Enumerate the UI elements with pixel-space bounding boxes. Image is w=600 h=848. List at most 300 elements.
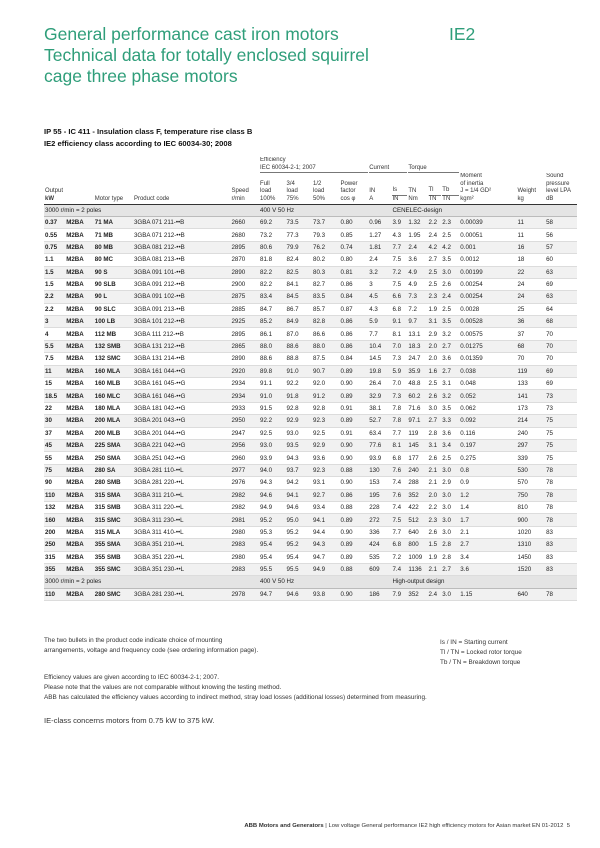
table-cell: 110 [44,489,65,501]
table-cell: 93.4 [312,501,340,513]
table-cell: 7.5 [44,353,65,365]
table-cell: 2950 [230,415,259,427]
table-cell: M2BA [65,501,94,513]
table-cell: 2.2 [428,501,442,513]
table-cell: 3 [368,278,391,290]
table-row [44,316,577,328]
table-cell: 22 [516,266,545,278]
table-cell: 530 [516,464,545,476]
table-cell: 10.4 [368,340,391,352]
table-cell: M2BA [65,452,94,464]
table-cell: 280 SA [94,464,133,476]
table-cell: 0.88 [340,563,369,575]
table-cell: 2.9 [428,328,442,340]
table-cell: M2BA [65,316,94,328]
table-cell: 83.4 [259,291,285,303]
table-row [44,291,577,303]
table-row [44,328,577,340]
table-row [44,229,577,241]
table-row [44,402,577,414]
table-cell: 48.8 [407,378,427,390]
table-cell: 3GBA 111 212-••B [133,328,230,340]
table-cell: 0.84 [340,291,369,303]
table-cell: 2.7 [441,563,459,575]
table-cell: 512 [407,514,427,526]
table-cell: 6.8 [391,539,407,551]
table-cell: 79.9 [286,241,312,253]
table-cell: 250 [44,539,65,551]
table-cell: 90 SLC [94,303,133,315]
table-cell: 26.4 [368,378,391,390]
table-cell: 92.8 [286,402,312,414]
table-cell: 86.1 [259,328,285,340]
table-cell: 0.91 [340,402,369,414]
table-cell: 280 SMC [94,588,133,600]
title-line-2: Technical data for totally enclosed squirrel [44,45,369,65]
table-cell: 89.8 [259,365,285,377]
table-cell: 3GBA 201 043-••G [133,415,230,427]
table-cell: 18 [516,254,545,266]
table-cell: 0.86 [340,489,369,501]
table-cell: 2977 [230,464,259,476]
table-cell: 2.1 [428,464,442,476]
table-cell: 93.7 [286,464,312,476]
table-cell: 87.5 [312,353,340,365]
table-row [44,514,577,526]
table-cell: 7.2 [391,551,407,563]
table-cell: 88.6 [259,353,285,365]
table-row [44,439,577,451]
table-cell: 1.5 [44,278,65,290]
table-cell: 3GBA 181 042-••G [133,402,230,414]
table-cell: 3.6 [407,254,427,266]
table-cell: 2895 [230,241,259,253]
table-cell: 0.86 [340,328,369,340]
table-cell: 0.86 [340,340,369,352]
table-cell: 3GBA 311 230-••L [133,514,230,526]
table-cell: 86.6 [312,328,340,340]
table-cell: 90 [44,477,65,489]
table-cell: 2982 [230,489,259,501]
table-cell: 2956 [230,439,259,451]
table-cell: 80 MB [94,241,133,253]
ie-class-label: IE2 [449,24,476,44]
table-cell: 1.6 [428,365,442,377]
table-cell: 7.4 [391,563,407,575]
product-code-note: The two bullets in the product code indicate choice of mounting arrangements, voltage and frequency code (see ordering information page). [44,637,259,654]
table-cell: 3.4 [441,439,459,451]
table-cell: 0.062 [459,402,516,414]
table-row [44,378,577,390]
table-cell: 75 [545,452,577,464]
table-cell: 3.0 [441,489,459,501]
table-cell: 141 [516,390,545,402]
table-cell: 84.7 [259,303,285,315]
table-row [44,551,577,563]
table-cell: 2.4 [428,229,442,241]
table-cell: 3.6 [441,427,459,439]
table-cell: 95.2 [286,526,312,538]
table-cell: 3GBA 311 210-••L [133,489,230,501]
table-cell: 2.1 [428,563,442,575]
table-cell: M2BA [65,415,94,427]
table-cell: 1520 [516,563,545,575]
table-cell: 110 [44,588,65,600]
table-cell: 0.89 [340,365,369,377]
table-cell: 58 [545,216,577,228]
table-cell: M2BA [65,278,94,290]
abbreviation-legend: Is / IN = Starting current Tl / TN = Locked rotor torque Tb / TN = Breakdown torque [440,639,522,666]
table-cell: 3GBA 081 212-••B [133,241,230,253]
table-cell: 0.00051 [459,229,516,241]
table-cell: 56 [545,229,577,241]
section-header-cenelec: 3000 r/min = 2 poles 400 V 50 Hz CENELEC-design [44,204,577,216]
table-cell: 68 [516,340,545,352]
full-load-header: Full load 100% [259,173,285,204]
table-cell: 3GBA 281 110-••L [133,464,230,476]
table-cell: 88.6 [286,340,312,352]
table-cell: 3.0 [441,514,459,526]
table-cell: 2890 [230,266,259,278]
table-cell: 160 [44,514,65,526]
table-cell: 0.89 [340,390,369,402]
table-cell: 1450 [516,551,545,563]
table-cell: 355 SMC [94,563,133,575]
table-cell: M2BA [65,539,94,551]
table-cell: 94.7 [312,551,340,563]
table-row [44,216,577,228]
table-cell: 84.9 [286,316,312,328]
table-cell: M2BA [65,526,94,538]
table-cell: 76.2 [312,241,340,253]
table-cell: 3.2 [368,266,391,278]
table-cell: 0.88 [340,501,369,513]
table-cell: 4.3 [391,229,407,241]
sound-pressure-header: Sound pressure level LPA dB [545,173,577,204]
table-cell: 94.3 [312,539,340,551]
table-cell: 78 [545,501,577,513]
table-cell: 60.2 [407,390,427,402]
table-cell: 0.9 [459,477,516,489]
table-cell: 3.1 [428,316,442,328]
table-row [44,452,577,464]
table-cell: 5.9 [391,365,407,377]
table-cell: 95.3 [259,526,285,538]
table-cell: 3GBA 351 230-••L [133,563,230,575]
table-cell: 2.7 [428,254,442,266]
table-cell: 7.5 [391,254,407,266]
table-cell: 2885 [230,303,259,315]
table-cell: 2.9 [441,477,459,489]
table-cell: 2.6 [428,390,442,402]
table-cell: 87.0 [286,328,312,340]
table-cell: 92.0 [312,378,340,390]
table-cell: M2BA [65,514,94,526]
table-cell: 7.3 [391,390,407,402]
table-row [44,588,577,600]
table-cell: 7.7 [391,241,407,253]
table-cell: 90 L [94,291,133,303]
table-cell: 180 MLA [94,402,133,414]
table-cell: 2.7 [441,340,459,352]
table-row [44,539,577,551]
table-cell: 3GBA 091 213-••B [133,303,230,315]
table-cell: 3GBA 311 220-••L [133,501,230,513]
table-cell: 73.7 [312,216,340,228]
table-cell: 750 [516,489,545,501]
table-cell: 570 [516,477,545,489]
table-cell: 7.6 [391,464,407,476]
table-cell: 78 [545,464,577,476]
table-cell: 315 MLA [94,526,133,538]
table-cell: M2BA [65,266,94,278]
table-cell: 3.2 [441,328,459,340]
table-cell: 73 [545,402,577,414]
table-cell: 71.6 [407,402,427,414]
table-cell: 90 S [94,266,133,278]
table-cell: 95.4 [286,551,312,563]
table-cell: 9.1 [391,316,407,328]
table-cell: 160 MLC [94,390,133,402]
table-cell: 81.8 [259,254,285,266]
table-cell: 3.3 [441,415,459,427]
table-cell: 86.7 [286,303,312,315]
table-cell: 288 [407,477,427,489]
table-cell: 73.2 [259,229,285,241]
table-cell: 4.2 [441,241,459,253]
current-group-header: Current [368,157,407,173]
table-row [44,353,577,365]
page-number: 5 [566,823,570,829]
table-cell: M2BA [65,588,94,600]
table-cell: 2.3 [428,514,442,526]
half-load-header: 1/2 load 50% [312,173,340,204]
table-cell: 0.01359 [459,353,516,365]
table-cell: 78 [545,489,577,501]
table-cell: 92.3 [312,415,340,427]
table-cell: 3GBA 071 211-••B [133,216,230,228]
table-cell: 0.01275 [459,340,516,352]
table-cell: 1.15 [459,588,516,600]
table-cell: 75 [44,464,65,476]
table-cell: 75 [545,415,577,427]
table-cell: 18.3 [407,340,427,352]
table-cell: 94.1 [312,514,340,526]
table-cell: 355 [44,563,65,575]
table-cell: M2BA [65,427,94,439]
table-cell: 6.6 [391,291,407,303]
table-cell: 2.5 [441,303,459,315]
table-cell: 315 SMA [94,489,133,501]
table-cell: 90.7 [312,365,340,377]
table-cell: 240 [407,464,427,476]
table-cell: 214 [516,415,545,427]
page-title [44,24,564,87]
table-cell: 92.5 [259,427,285,439]
table-cell: 297 [516,439,545,451]
table-cell: 3GBA 131 214-••B [133,353,230,365]
table-cell: M2BA [65,241,94,253]
table-cell: M2BA [65,328,94,340]
table-cell: 11 [44,365,65,377]
table-row [44,390,577,402]
table-cell: 0.55 [44,229,65,241]
table-cell: 2.3 [428,291,442,303]
table-cell: 0.116 [459,427,516,439]
table-cell: 160 MLA [94,365,133,377]
table-cell: 93.0 [286,427,312,439]
rated-torque-header: TN Nm [407,173,427,204]
table-cell: 32.9 [368,390,391,402]
table-cell: 84.1 [286,278,312,290]
table-cell: M2BA [65,464,94,476]
table-cell: 3.0 [441,266,459,278]
moment-of-inertia-header: Moment of inertia J = 1/4 GD² kgm² [459,173,516,204]
table-cell: 422 [407,501,427,513]
table-cell: 7.8 [391,402,407,414]
table-cell: 3.0 [441,501,459,513]
table-cell: 3GBA 161 044-••G [133,365,230,377]
table-cell: 2900 [230,278,259,290]
table-cell: 200 [44,526,65,538]
table-cell: 1.9 [428,551,442,563]
table-cell: M2BA [65,439,94,451]
table-cell: 8.1 [391,328,407,340]
table-cell: 16 [516,241,545,253]
table-cell: 79.3 [312,229,340,241]
table-cell: 84.5 [286,291,312,303]
table-cell: 91.0 [259,390,285,402]
table-cell: 2.8 [428,427,442,439]
table-cell: 90 SLB [94,278,133,290]
table-cell: 3GBA 091 212-••B [133,278,230,290]
table-row [44,427,577,439]
table-cell: 73.5 [286,216,312,228]
table-cell: 7.2 [407,303,427,315]
table-cell: 195 [368,489,391,501]
table-row [44,266,577,278]
table-cell: 900 [516,514,545,526]
table-cell: M2BA [65,489,94,501]
table-cell: 82.7 [312,278,340,290]
table-cell: 3GBA 071 212-••B [133,229,230,241]
table-cell: M2BA [65,551,94,563]
table-cell: 92.7 [312,489,340,501]
table-cell: 2890 [230,353,259,365]
technical-data-table [44,157,577,601]
table-cell: 0.81 [340,266,369,278]
table-cell: 1.2 [459,489,516,501]
table-cell: 77.6 [368,439,391,451]
efficiency-group-header: Efficiency IEC 60034-2-1; 2007 [259,157,368,173]
table-cell: 83 [545,539,577,551]
table-cell: 315 SMC [94,514,133,526]
table-cell: 2.0 [428,353,442,365]
table-row [44,477,577,489]
table-cell: 0.038 [459,365,516,377]
table-cell: 3GBA 101 212-••B [133,316,230,328]
table-cell: 2982 [230,501,259,513]
table-cell: 1.27 [368,229,391,241]
table-cell: 69 [545,365,577,377]
table-cell: 145 [407,439,427,451]
table-cell: M2BA [65,378,94,390]
table-cell: 3GBA 351 210-••L [133,539,230,551]
table-cell: 315 [44,551,65,563]
table-cell: 1.5 [44,266,65,278]
table-cell: 3GBA 221 042-••G [133,439,230,451]
table-cell: 0.89 [340,539,369,551]
page-footer: ABB Motors and Generators | Low voltage General performance IE2 high efficiency motors for Asian market EN 01-2012 5 [244,823,570,829]
table-cell: 7.6 [391,489,407,501]
table-cell: 186 [368,588,391,600]
table-cell: 15 [44,378,65,390]
table-cell: 2.8 [441,539,459,551]
table-cell: 0.275 [459,452,516,464]
table-cell: 94.6 [286,501,312,513]
section-header-high-output: 3000 r/min = 2 poles 400 V 50 Hz High-output design [44,576,577,588]
table-cell: 7.7 [368,328,391,340]
table-cell: 63 [545,291,577,303]
table-cell: 92.2 [286,378,312,390]
table-cell: 7.3 [391,353,407,365]
table-cell: 3GBA 131 212-••B [133,340,230,352]
table-cell: M2BA [65,365,94,377]
table-cell: 57 [545,241,577,253]
table-cell: 0.84 [340,353,369,365]
table-cell: 225 SMA [94,439,133,451]
table-cell: 0.89 [340,551,369,563]
table-cell: 94.3 [286,452,312,464]
table-cell: 94.0 [259,464,285,476]
table-cell: M2BA [65,477,94,489]
table-cell: 1009 [407,551,427,563]
table-cell: 93.1 [312,477,340,489]
table-cell: 2934 [230,390,259,402]
table-cell: 0.048 [459,378,516,390]
subtitle-efficiency-class: IE2 efficiency class according to IEC 60034-30; 2008 [44,139,232,148]
table-cell: 177 [407,452,427,464]
table-row [44,365,577,377]
table-cell: 200 MLA [94,415,133,427]
table-cell: 92.8 [312,402,340,414]
table-cell: 2.1 [459,526,516,538]
table-cell: 0.74 [340,241,369,253]
table-cell: 95.2 [286,539,312,551]
table-cell: 7.2 [391,266,407,278]
table-cell: 810 [516,501,545,513]
table-cell: M2BA [65,353,94,365]
table-cell: 95.5 [286,563,312,575]
table-cell: 0.00528 [459,316,516,328]
table-cell: 30 [44,415,65,427]
table-cell: 94.7 [259,588,285,600]
table-cell: 3GBA 251 042-••G [133,452,230,464]
table-cell: 1310 [516,539,545,551]
table-cell: 25 [516,303,545,315]
table-cell: 0.75 [44,241,65,253]
subtitle-protection: IP 55 - IC 411 - Insulation class F, temperature rise class B [44,127,253,136]
table-cell: 0.90 [340,452,369,464]
table-cell: 1.4 [459,501,516,513]
table-cell: 7.5 [391,278,407,290]
table-cell: 2947 [230,427,259,439]
table-cell: 0.00199 [459,266,516,278]
table-cell: 80.3 [312,266,340,278]
table-cell: 0.00575 [459,328,516,340]
table-cell: 78 [545,477,577,489]
table-cell: 93.6 [312,452,340,464]
